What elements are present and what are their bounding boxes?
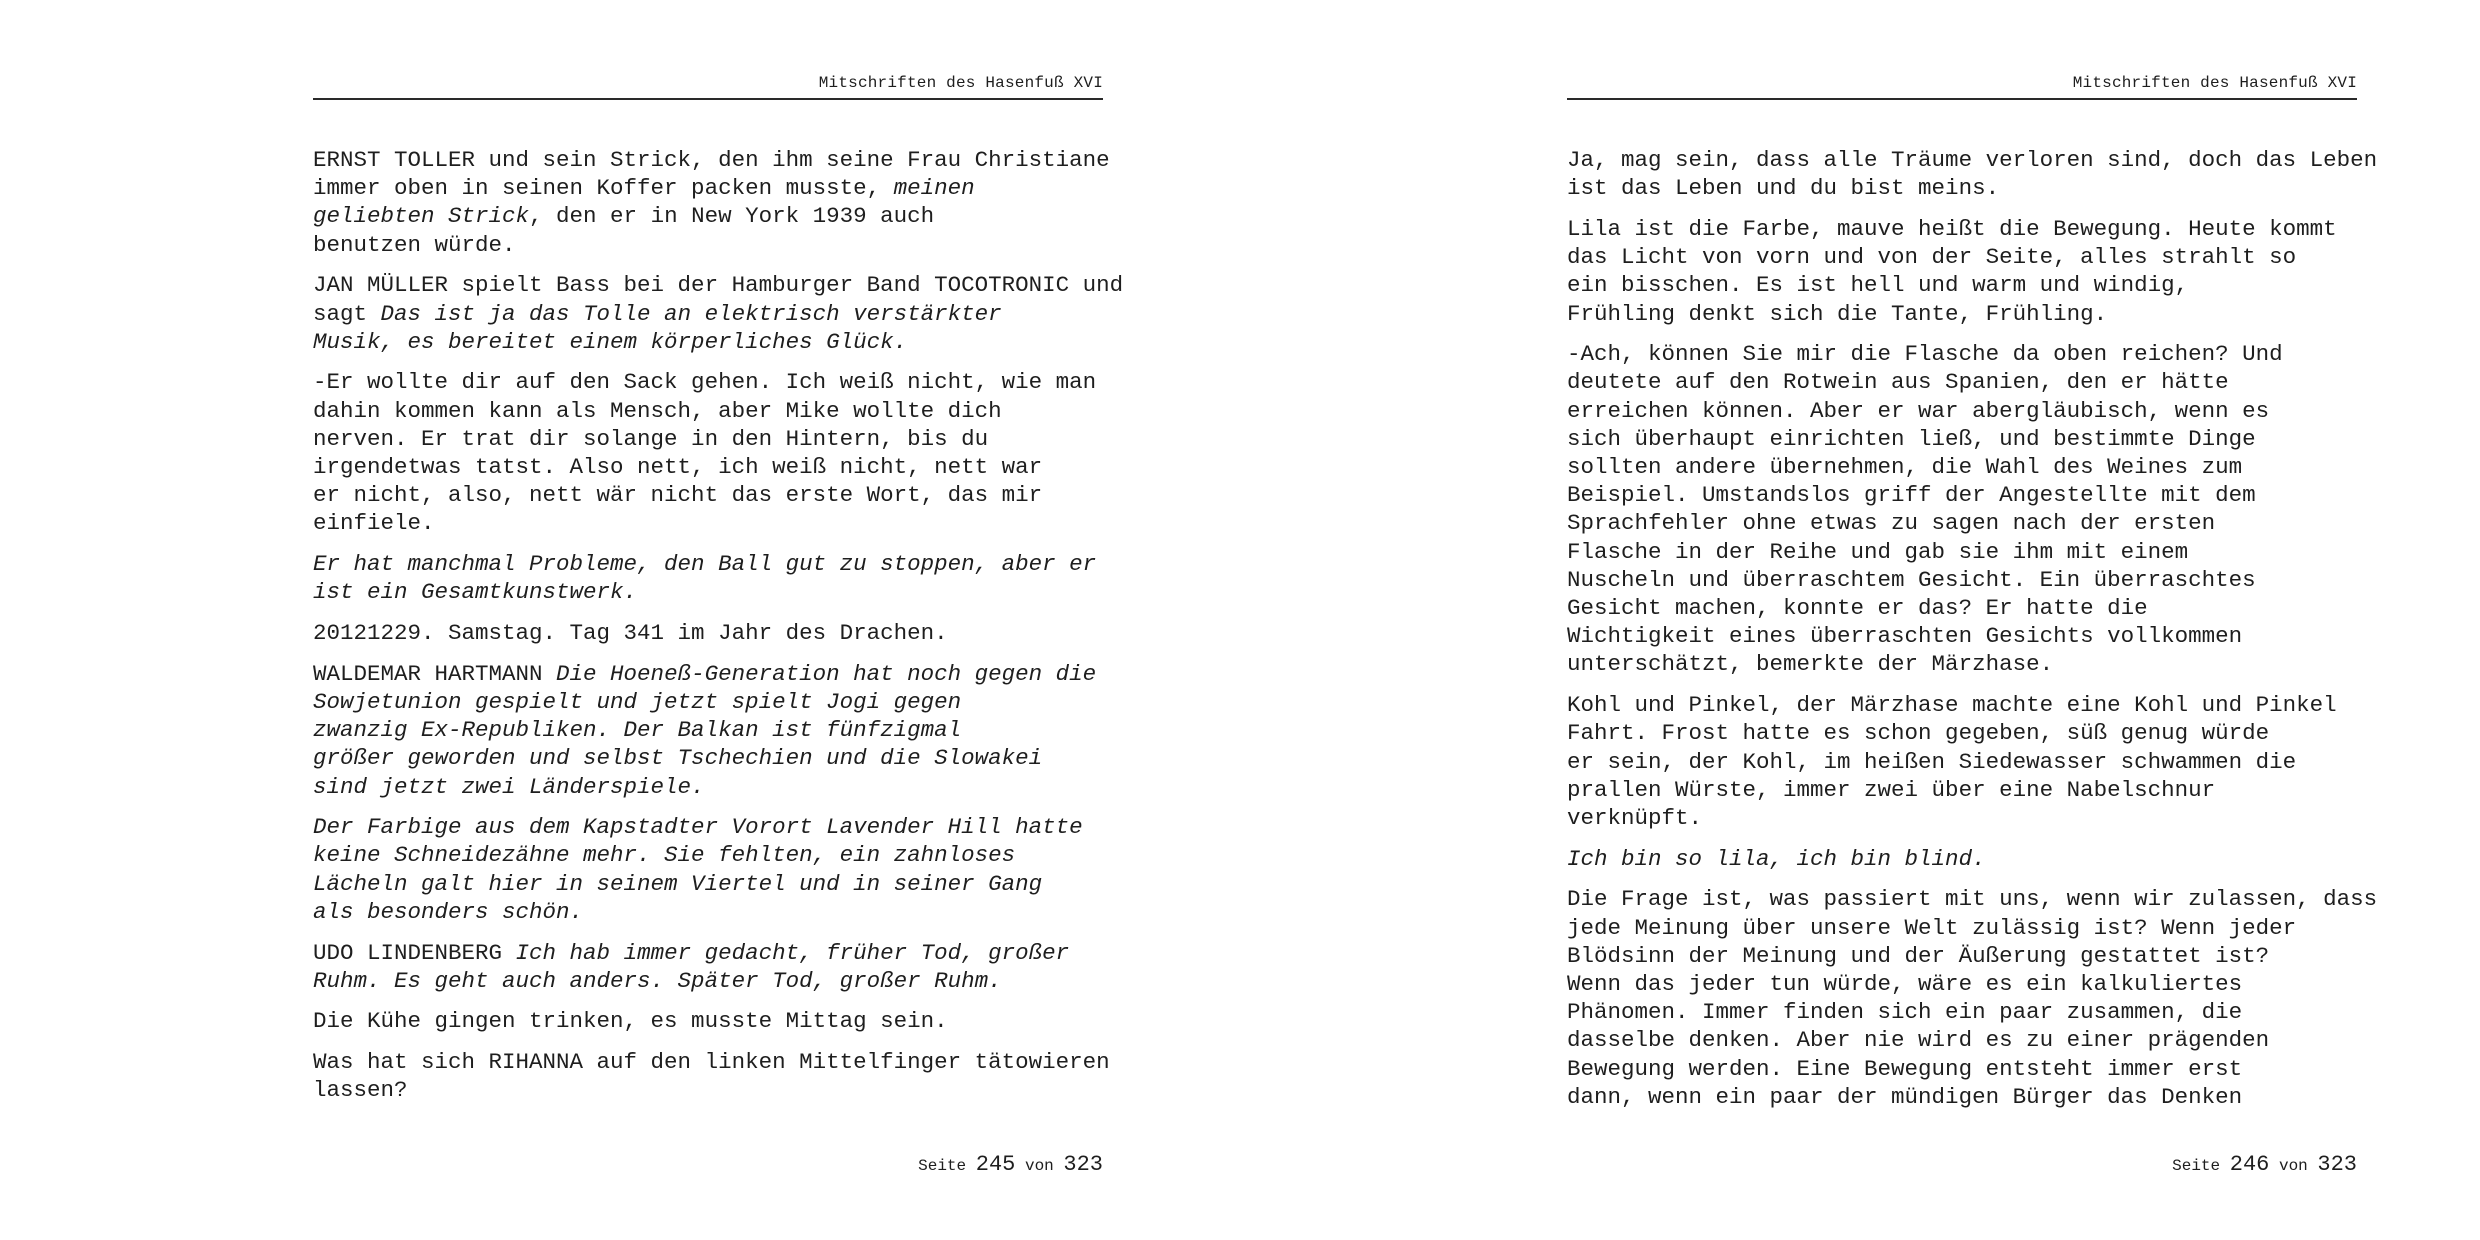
body-text: immer oben in seinen Koffer packen musste, (313, 175, 894, 202)
body-text: das Licht von vorn und von der Seite, alles strahlt so (1567, 244, 2297, 271)
text-line (313, 870, 1103, 898)
body-text: Flasche in der Reihe und gab sie ihm mit einem (1567, 538, 2189, 565)
body-text: deutete auf den Rotwein aus Spanien, den er hätte (1567, 369, 2229, 396)
page-of-label: von (1024, 1157, 1054, 1175)
text-line (1567, 719, 2357, 747)
body-text: Die Kühe gingen trinken, es musste Mittag sein. (313, 1008, 948, 1035)
text-line (1567, 243, 2357, 271)
body-text: Die Frage ist, was passiert mit uns, wenn wir zulassen, dass (1567, 886, 2378, 913)
text-line (1567, 998, 2357, 1026)
page-label: Seite (2172, 1157, 2221, 1175)
paragraph (1567, 340, 2357, 678)
text-line (1567, 215, 2357, 243)
page-content (1567, 146, 2378, 1124)
italic-text: sind jetzt zwei Länderspiele. (313, 773, 705, 800)
running-header: Mitschriften des Hasenfuß XVI (818, 74, 1103, 92)
italic-text: meinen (893, 175, 975, 202)
body-text: nerven. Er trat dir solange in den Hintern, bis du (313, 425, 989, 452)
page-number (2172, 1152, 2357, 1177)
text-line (313, 425, 1103, 453)
text-line (1567, 146, 2378, 174)
text-line (1567, 942, 2357, 970)
text-line (1567, 453, 2357, 481)
body-text: lassen? (313, 1077, 408, 1104)
italic-text: Er hat manchmal Probleme, den Ball gut zu stoppen, aber er (313, 551, 1097, 578)
body-text: UDO LINDENBERG (313, 939, 516, 966)
current-page: 246 (2229, 1152, 2270, 1177)
italic-text: Die Hoeneß-Generation hat noch gegen die (556, 660, 1097, 687)
paragraph (1567, 845, 2357, 873)
italic-text: Das ist ja das Tolle an elektrisch verstärkter (380, 300, 1002, 327)
body-text: er nicht, also, nett wär nicht das erste Wort, das mir (313, 482, 1043, 509)
text-line (1567, 509, 2357, 537)
text-line (1567, 397, 2357, 425)
body-text: , den er in New York 1939 auch (529, 203, 935, 230)
text-line (313, 744, 1103, 772)
body-text: Blödsinn der Meinung und der Äußerung gestattet ist? (1567, 942, 2270, 969)
text-line (313, 174, 1103, 202)
paragraph (1567, 885, 2378, 1111)
body-text: er sein, der Kohl, im heißen Siedewasser schwammen die (1567, 748, 2297, 775)
text-line (1567, 1055, 2357, 1083)
text-line (313, 202, 1103, 230)
text-line (313, 453, 1103, 481)
text-line (1567, 885, 2378, 913)
paragraph (313, 813, 1103, 926)
text-line (1567, 300, 2357, 328)
paragraph (313, 1007, 1103, 1035)
text-line (1567, 650, 2357, 678)
italic-text: ist ein Gesamtkunstwerk. (313, 579, 638, 606)
paragraph (313, 271, 1124, 356)
body-text: dasselbe denken. Aber nie wird es zu einer prägenden (1567, 1027, 2270, 1054)
text-line (1567, 776, 2357, 804)
paragraph (1567, 215, 2357, 328)
body-text: Bewegung werden. Eine Bewegung entsteht immer erst (1567, 1055, 2243, 1082)
text-line (313, 688, 1103, 716)
body-text: WALDEMAR HARTMANN (313, 660, 557, 687)
italic-text: Der Farbige aus dem Kapstadter Vorort Lavender Hill hatte (313, 814, 1083, 841)
body-text: JAN MÜLLER spielt Bass bei der Hamburger Band TOCOTRONIC und (313, 272, 1124, 299)
italic-text: Ich bin so lila, ich bin blind. (1567, 845, 1986, 872)
body-text: Kohl und Pinkel, der Märzhase machte eine Kohl und Pinkel (1567, 692, 2337, 719)
current-page: 245 (975, 1152, 1016, 1177)
body-text: irgendetwas tatst. Also nett, ich weiß nicht, nett war (313, 454, 1043, 481)
text-line (313, 300, 1103, 328)
body-text: benutzen würde. (313, 231, 516, 258)
header-rule (1567, 98, 2357, 100)
text-line (313, 773, 1103, 801)
text-line (1567, 804, 2357, 832)
text-line (1567, 340, 2357, 368)
text-line (1567, 368, 2357, 396)
body-text: dann, wenn ein paar der mündigen Bürger das Denken (1567, 1083, 2243, 1110)
text-line (1567, 566, 2357, 594)
body-text: Nuscheln und überraschtem Gesicht. Ein überraschtes (1567, 566, 2256, 593)
italic-text: geliebten Strick (313, 203, 530, 230)
text-line (1567, 622, 2357, 650)
text-line (313, 813, 1103, 841)
body-text: dahin kommen kann als Mensch, aber Mike wollte dich (313, 397, 1002, 424)
body-text: verknüpft. (1567, 804, 1703, 831)
text-line (313, 898, 1103, 926)
paragraph (313, 146, 1110, 259)
italic-text: keine Schneidezähne mehr. Sie fehlten, ein zahnloses (313, 842, 1016, 869)
text-line (1567, 174, 2357, 202)
text-line (1567, 1083, 2357, 1111)
body-text: Frühling denkt sich die Tante, Frühling. (1567, 300, 2108, 327)
total-pages: 323 (1063, 1152, 1103, 1177)
body-text: Fahrt. Frost hatte es schon gegeben, süß genug würde (1567, 720, 2270, 747)
body-text: unterschätzt, bemerkte der Märzhase. (1567, 651, 2054, 678)
italic-text: Lächeln galt hier in seinem Viertel und in seiner Gang (313, 870, 1043, 897)
body-text: ERNST TOLLER und sein Strick, den ihm seine Frau Christiane (313, 147, 1110, 173)
page-of-label: von (2278, 1157, 2308, 1175)
text-line (313, 271, 1124, 299)
italic-text: Ruhm. Es geht auch anders. Später Tod, großer Ruhm. (313, 967, 1002, 994)
italic-text: zwanzig Ex-Republiken. Der Balkan ist fünfzigmal (313, 717, 962, 744)
italic-text: als besonders schön. (313, 898, 584, 925)
italic-text: größer geworden und selbst Tschechien und die Slowakei (313, 745, 1043, 772)
body-text: 20121229. Samstag. Tag 341 im Jahr des Drachen. (313, 620, 948, 647)
body-text: Was hat sich RIHANNA auf den linken Mittelfinger tätowieren (313, 1049, 1110, 1076)
text-line (1567, 1026, 2357, 1054)
paragraph (313, 368, 1103, 537)
page-content (313, 146, 1124, 1117)
text-line (313, 146, 1110, 174)
body-text: jede Meinung über unsere Welt zulässig ist? Wenn jeder (1567, 914, 2297, 941)
body-text: Phänomen. Immer finden sich ein paar zusammen, die (1567, 999, 2243, 1026)
text-line (313, 481, 1103, 509)
text-line (313, 660, 1103, 688)
body-text: ist das Leben und du bist meins. (1567, 175, 2000, 202)
paragraph (313, 660, 1103, 801)
paragraph (313, 939, 1103, 995)
body-text: Gesicht machen, konnte er das? Er hatte die (1567, 595, 2148, 622)
text-line (1567, 594, 2357, 622)
body-text: Ja, mag sein, dass alle Träume verloren sind, doch das Leben (1567, 147, 2378, 173)
body-text: sollten andere übernehmen, die Wahl des Weines zum (1567, 454, 2243, 481)
body-text: -Er wollte dir auf den Sack gehen. Ich weiß nicht, wie man (313, 369, 1097, 396)
italic-text: Ich hab immer gedacht, früher Tod, großer (515, 939, 1070, 966)
left-page (313, 0, 1124, 1240)
text-line (1567, 271, 2357, 299)
italic-text: Sowjetunion gespielt und jetzt spielt Jogi gegen (313, 688, 962, 715)
paragraph (313, 1048, 1110, 1104)
text-line (313, 841, 1103, 869)
body-text: Lila ist die Farbe, mauve heißt die Bewegung. Heute kommt (1567, 215, 2337, 242)
body-text: Wichtigkeit eines überraschten Gesichts vollkommen (1567, 623, 2243, 650)
body-text: erreichen können. Aber er war abergläubisch, wenn es (1567, 397, 2270, 424)
text-line (313, 1007, 1103, 1035)
header-rule (313, 98, 1103, 100)
text-line (313, 578, 1103, 606)
text-line (313, 550, 1103, 578)
right-page (1567, 0, 2378, 1240)
text-line (313, 368, 1103, 396)
body-text: -Ach, können Sie mir die Flasche da oben reichen? Und (1567, 341, 2283, 368)
text-line (313, 397, 1103, 425)
text-line (313, 939, 1103, 967)
paragraph (313, 619, 1103, 647)
text-line (1567, 691, 2357, 719)
paragraph (313, 550, 1103, 606)
body-text: Sprachfehler ohne etwas zu sagen nach der ersten (1567, 510, 2216, 537)
text-line (1567, 970, 2357, 998)
body-text: Wenn das jeder tun würde, wäre es ein kalkuliertes (1567, 970, 2243, 997)
text-line (313, 328, 1103, 356)
text-line (1567, 425, 2357, 453)
body-text: prallen Würste, immer zwei über eine Nabelschnur (1567, 776, 2216, 803)
paragraph (1567, 146, 2378, 202)
body-text: sich überhaupt einrichten ließ, und bestimmte Dinge (1567, 425, 2256, 452)
page-number (918, 1152, 1103, 1177)
text-line (313, 1076, 1103, 1104)
text-line (313, 967, 1103, 995)
text-line (313, 509, 1103, 537)
text-line (1567, 538, 2357, 566)
body-text: Beispiel. Umstandslos griff der Angestellte mit dem (1567, 482, 2256, 509)
text-line (1567, 748, 2357, 776)
text-line (313, 231, 1103, 259)
italic-text: Musik, es bereitet einem körperliches Glück. (313, 328, 908, 355)
page-label: Seite (918, 1157, 967, 1175)
body-text: ein bisschen. Es ist hell und warm und windig, (1567, 272, 2189, 299)
body-text: einfiele. (313, 510, 435, 537)
text-line (313, 619, 1103, 647)
text-line (1567, 914, 2357, 942)
total-pages: 323 (2317, 1152, 2357, 1177)
text-line (1567, 481, 2357, 509)
text-line (313, 716, 1103, 744)
running-header: Mitschriften des Hasenfuß XVI (2072, 74, 2357, 92)
paragraph (1567, 691, 2357, 832)
body-text: sagt (313, 300, 381, 327)
text-line (1567, 845, 2357, 873)
text-line (313, 1048, 1110, 1076)
